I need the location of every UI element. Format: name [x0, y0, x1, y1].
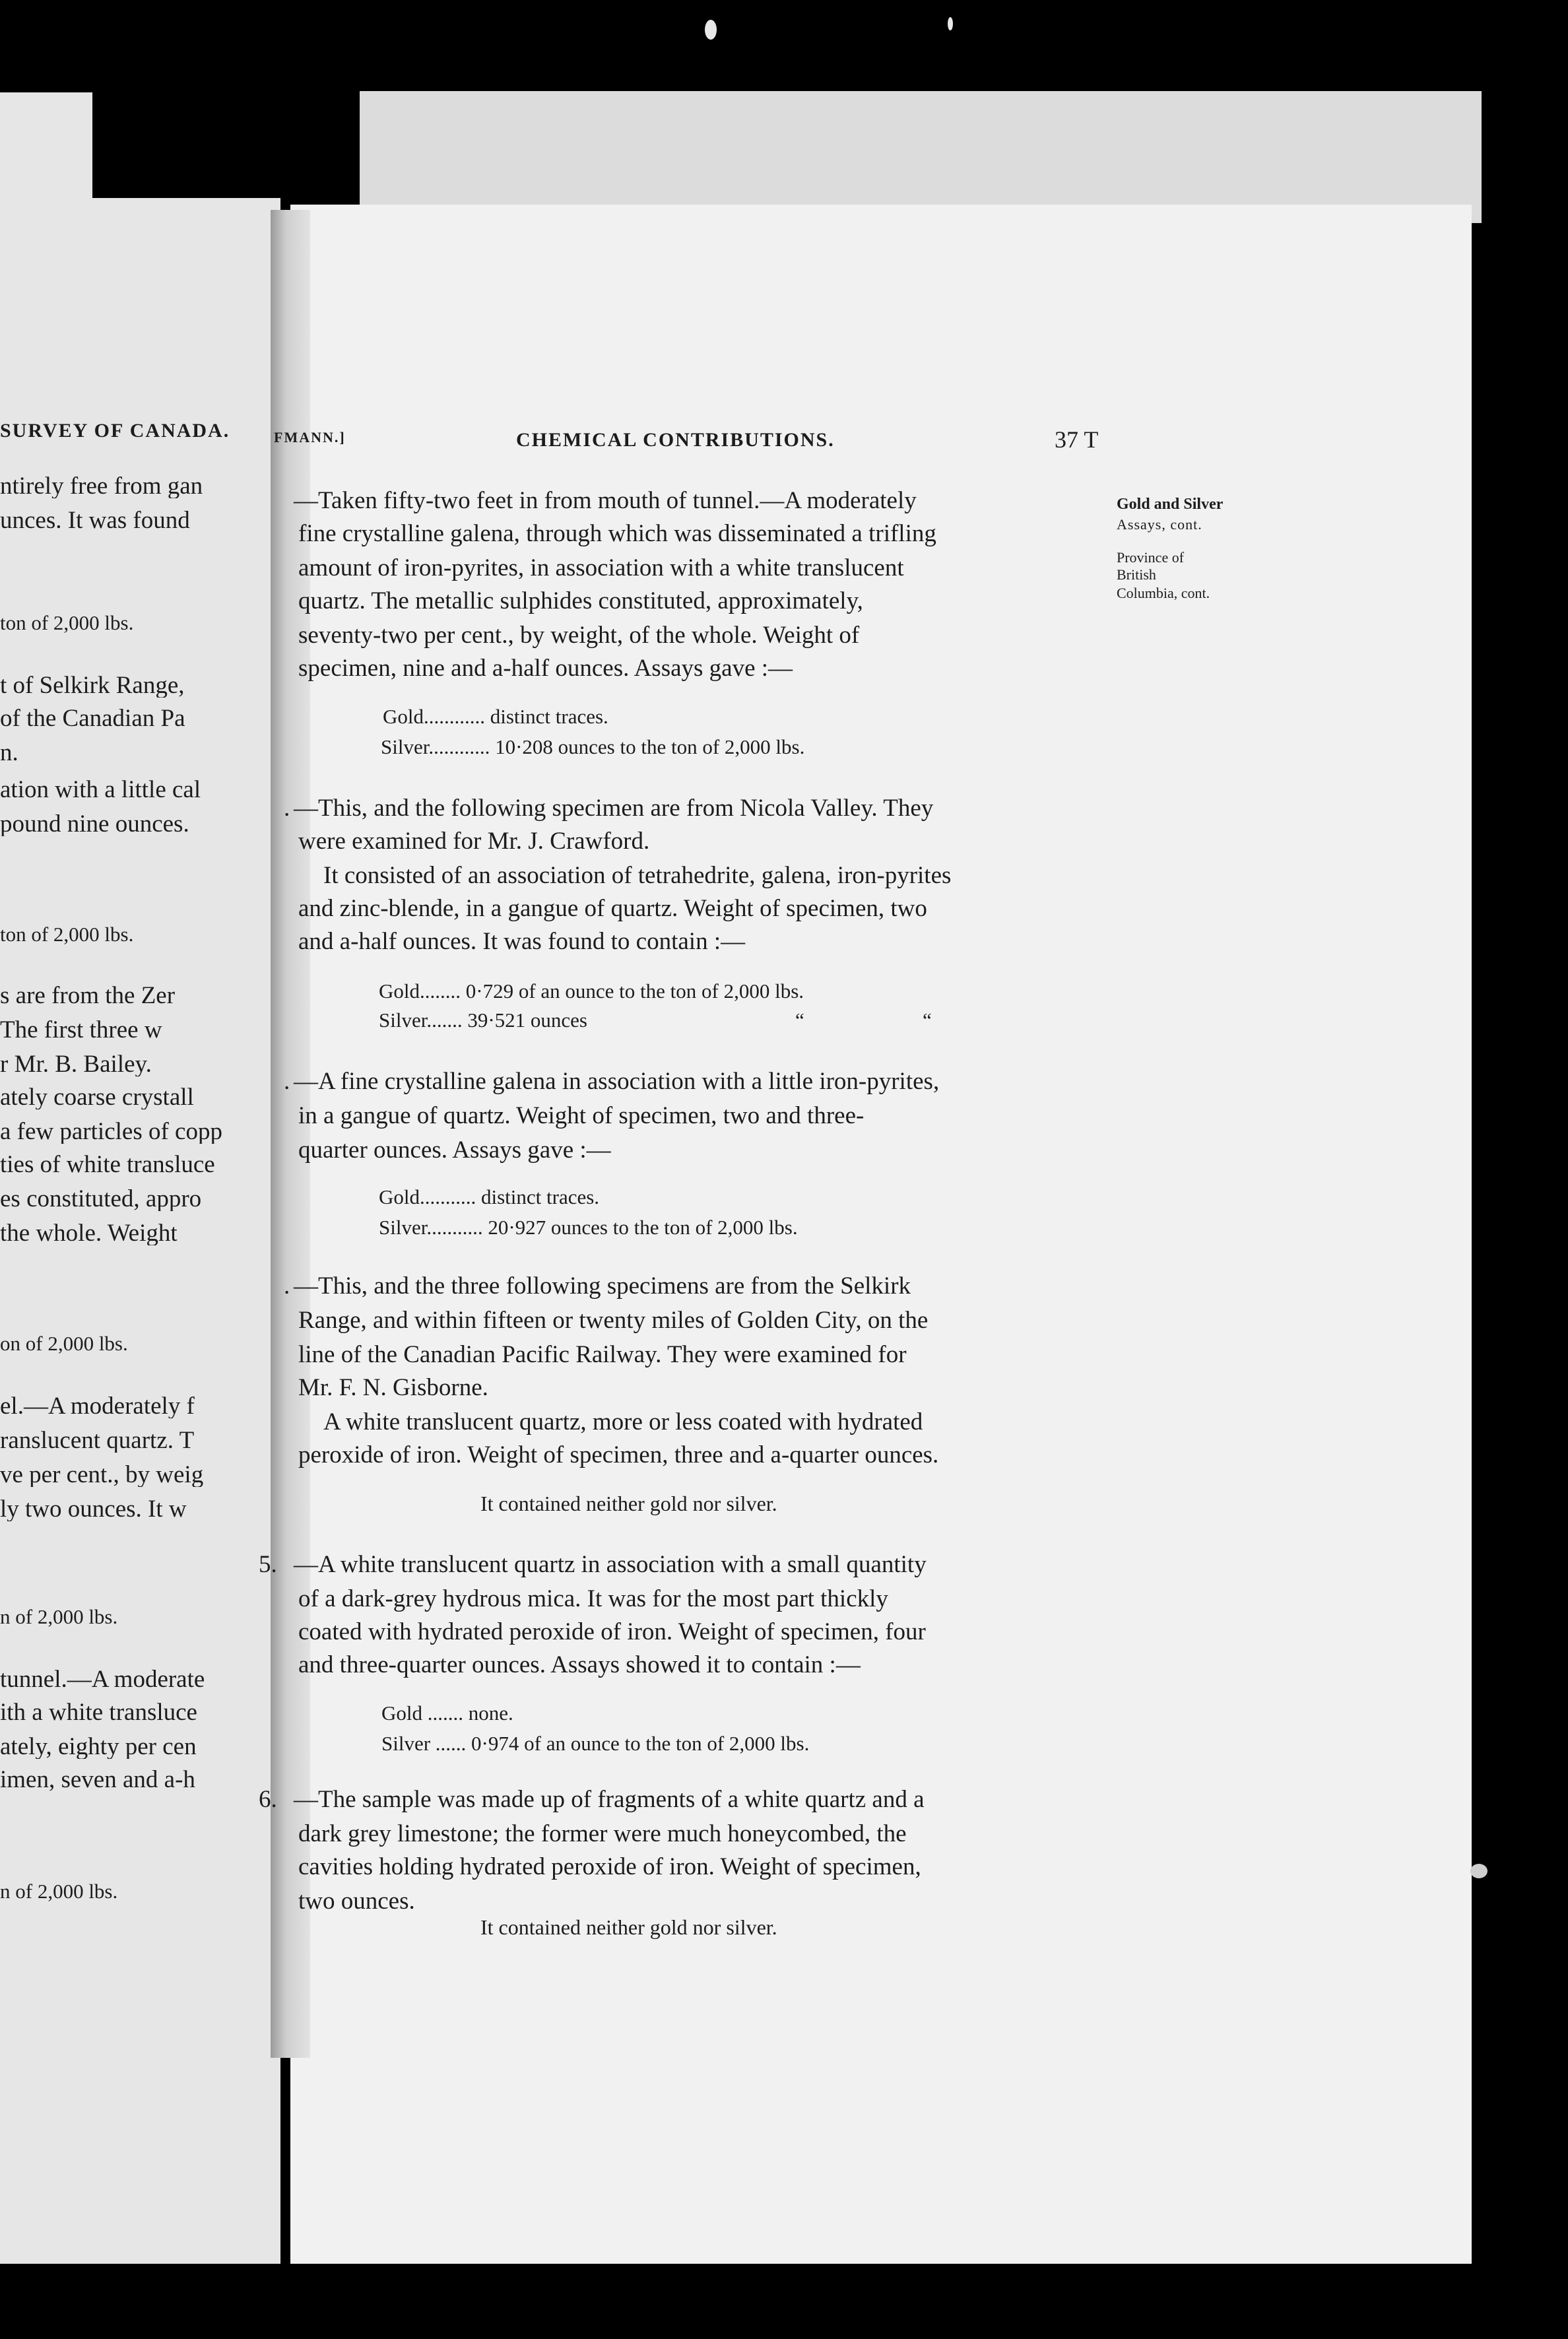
left-line: the whole. Weight	[0, 1221, 178, 1245]
left-line: n.	[0, 741, 18, 765]
assay-silver: Silver....... 39·521 ounces	[379, 1008, 587, 1032]
left-line: pound nine ounces.	[0, 812, 189, 836]
scan-speck	[705, 20, 717, 40]
left-line: t of Selkirk Range,	[0, 673, 185, 698]
entry-line: A white translucent quartz, more or less coated with hydrated	[323, 1408, 923, 1435]
margin-note: British	[1117, 566, 1156, 583]
entry-line: —A white translucent quartz in association with a small quantity	[294, 1551, 927, 1578]
assay-gold: Gold ....... none.	[381, 1701, 513, 1725]
entry-line: coated with hydrated peroxide of iron. Weight of specimen, four	[298, 1618, 926, 1645]
margin-note: Assays, cont.	[1117, 516, 1202, 533]
left-line: ve per cent., by weig	[0, 1463, 204, 1487]
assay-silver: Silver ...... 0·974 of an ounce to the ton of 2,000 lbs.	[381, 1732, 810, 1755]
entry-number: .	[284, 1068, 290, 1095]
background-page-top-strip	[360, 91, 1482, 223]
assay-gold: Gold........... distinct traces.	[379, 1185, 600, 1208]
entry-line: It consisted of an association of tetrahedrite, galena, iron-pyrites	[323, 862, 952, 889]
entry-line: Mr. F. N. Gisborne.	[298, 1374, 488, 1401]
entry-line: and zinc-blende, in a gangue of quartz. Weight of specimen, two	[298, 895, 927, 922]
entry-line: —This, and the three following specimens are from the Selkirk	[294, 1272, 911, 1300]
left-line: ton of 2,000 lbs.	[0, 612, 134, 633]
left-line: ith a white transluce	[0, 1700, 197, 1725]
left-line: ntirely free from gan	[0, 474, 203, 498]
entry-line: two ounces.	[298, 1888, 415, 1915]
left-page	[0, 198, 280, 2264]
page-number: 37 T	[1055, 426, 1099, 453]
assay-gold: Gold........ 0·729 of an ounce to the ton of 2,000 lbs.	[379, 979, 804, 1003]
entry-line: quartz. The metallic sulphides constituted, approximately,	[298, 587, 863, 614]
left-line: a few particles of copp	[0, 1119, 222, 1144]
entry-line: —The sample was made up of fragments of a white quartz and a	[294, 1786, 925, 1813]
margin-note: Gold and Silver	[1117, 496, 1224, 513]
entry-number: 6.	[259, 1786, 277, 1813]
entry-line: in a gangue of quartz. Weight of specimen, two and three-	[298, 1102, 865, 1129]
running-head-title: CHEMICAL CONTRIBUTIONS.	[516, 429, 835, 451]
entry-line: peroxide of iron. Weight of specimen, three and a-quarter ounces.	[298, 1441, 939, 1468]
entry-line: and a-half ounces. It was found to contain :—	[298, 928, 746, 955]
left-line: ately, eighty per cen	[0, 1734, 197, 1759]
assay-silver: Silver........... 20·927 ounces to the ton of 2,000 lbs.	[379, 1216, 798, 1239]
entry-line: —A fine crystalline galena in association with a little iron-pyrites,	[294, 1068, 940, 1095]
entry-number: .	[284, 1272, 290, 1300]
left-line: of the Canadian Pa	[0, 706, 185, 731]
entry-line: were examined for Mr. J. Crawford.	[298, 828, 650, 855]
left-line: on of 2,000 lbs.	[0, 1333, 128, 1354]
ditto-mark: “	[795, 1008, 804, 1032]
scan-speck	[948, 17, 953, 30]
left-line: imen, seven and a-h	[0, 1767, 195, 1792]
entry-line: of a dark-grey hydrous mica. It was for the most part thickly	[298, 1585, 888, 1612]
entry-line: amount of iron-pyrites, in association with a white translucent	[298, 554, 904, 581]
ditto-mark: “	[923, 1008, 932, 1032]
entry-line: and three-quarter ounces. Assays showed it to contain :—	[298, 1651, 861, 1678]
left-line: ton of 2,000 lbs.	[0, 924, 134, 944]
entry-number: .	[284, 795, 290, 822]
left-line: s are from the Zer	[0, 983, 176, 1008]
left-page-top-edge	[0, 92, 92, 198]
entry-line: specimen, nine and a-half ounces. Assays gave :—	[298, 655, 793, 682]
scan-speck	[1470, 1864, 1487, 1878]
left-line: ly two ounces. It w	[0, 1497, 187, 1521]
entry-line: Range, and within fifteen or twenty miles of Golden City, on the	[298, 1307, 929, 1334]
entry-line: fine crystalline galena, through which was disseminated a trifling	[298, 520, 936, 547]
entry-line: quarter ounces. Assays gave :—	[298, 1137, 611, 1164]
assay-silver: Silver............ 10·208 ounces to the ton of 2,000 lbs.	[381, 735, 805, 758]
running-head-left: FMANN.]	[274, 429, 346, 445]
entry-line: —This, and the following specimen are from Nicola Valley. They	[294, 795, 934, 822]
left-line: tunnel.—A moderate	[0, 1667, 205, 1692]
left-line: es constituted, appro	[0, 1187, 202, 1211]
left-line: r Mr. B. Bailey.	[0, 1052, 152, 1076]
entry-line: cavities holding hydrated peroxide of iron. Weight of specimen,	[298, 1853, 921, 1880]
entry-line: seventy-two per cent., by weight, of the whole. Weight of	[298, 622, 860, 649]
left-line: n of 2,000 lbs.	[0, 1606, 118, 1627]
left-line: el.—A moderately f	[0, 1394, 195, 1418]
entry-line: dark grey limestone; the former were much honeycombed, the	[298, 1820, 907, 1847]
entry-line: line of the Canadian Pacific Railway. They were examined for	[298, 1341, 907, 1368]
left-page-header: SURVEY OF CANADA.	[0, 421, 230, 441]
left-line: ties of white transluce	[0, 1152, 215, 1177]
left-line: ranslucent quartz. T	[0, 1428, 195, 1453]
entry-line: —Taken fifty-two feet in from mouth of tunnel.—A moderately	[294, 487, 917, 514]
left-line: ately coarse crystall	[0, 1085, 194, 1109]
margin-note: Province of	[1117, 549, 1185, 566]
assay-gold: Gold............ distinct traces.	[383, 705, 608, 728]
left-line: n of 2,000 lbs.	[0, 1881, 118, 1901]
left-line: unces. It was found	[0, 508, 190, 533]
margin-note: Columbia, cont.	[1117, 585, 1210, 601]
left-line: The first three w	[0, 1018, 162, 1042]
entry-number: 5.	[259, 1551, 277, 1578]
note-no-gold-silver: It contained neither gold nor silver.	[480, 1492, 777, 1515]
note-no-gold-silver: It contained neither gold nor silver.	[480, 1915, 777, 1939]
left-line: ation with a little cal	[0, 777, 201, 802]
